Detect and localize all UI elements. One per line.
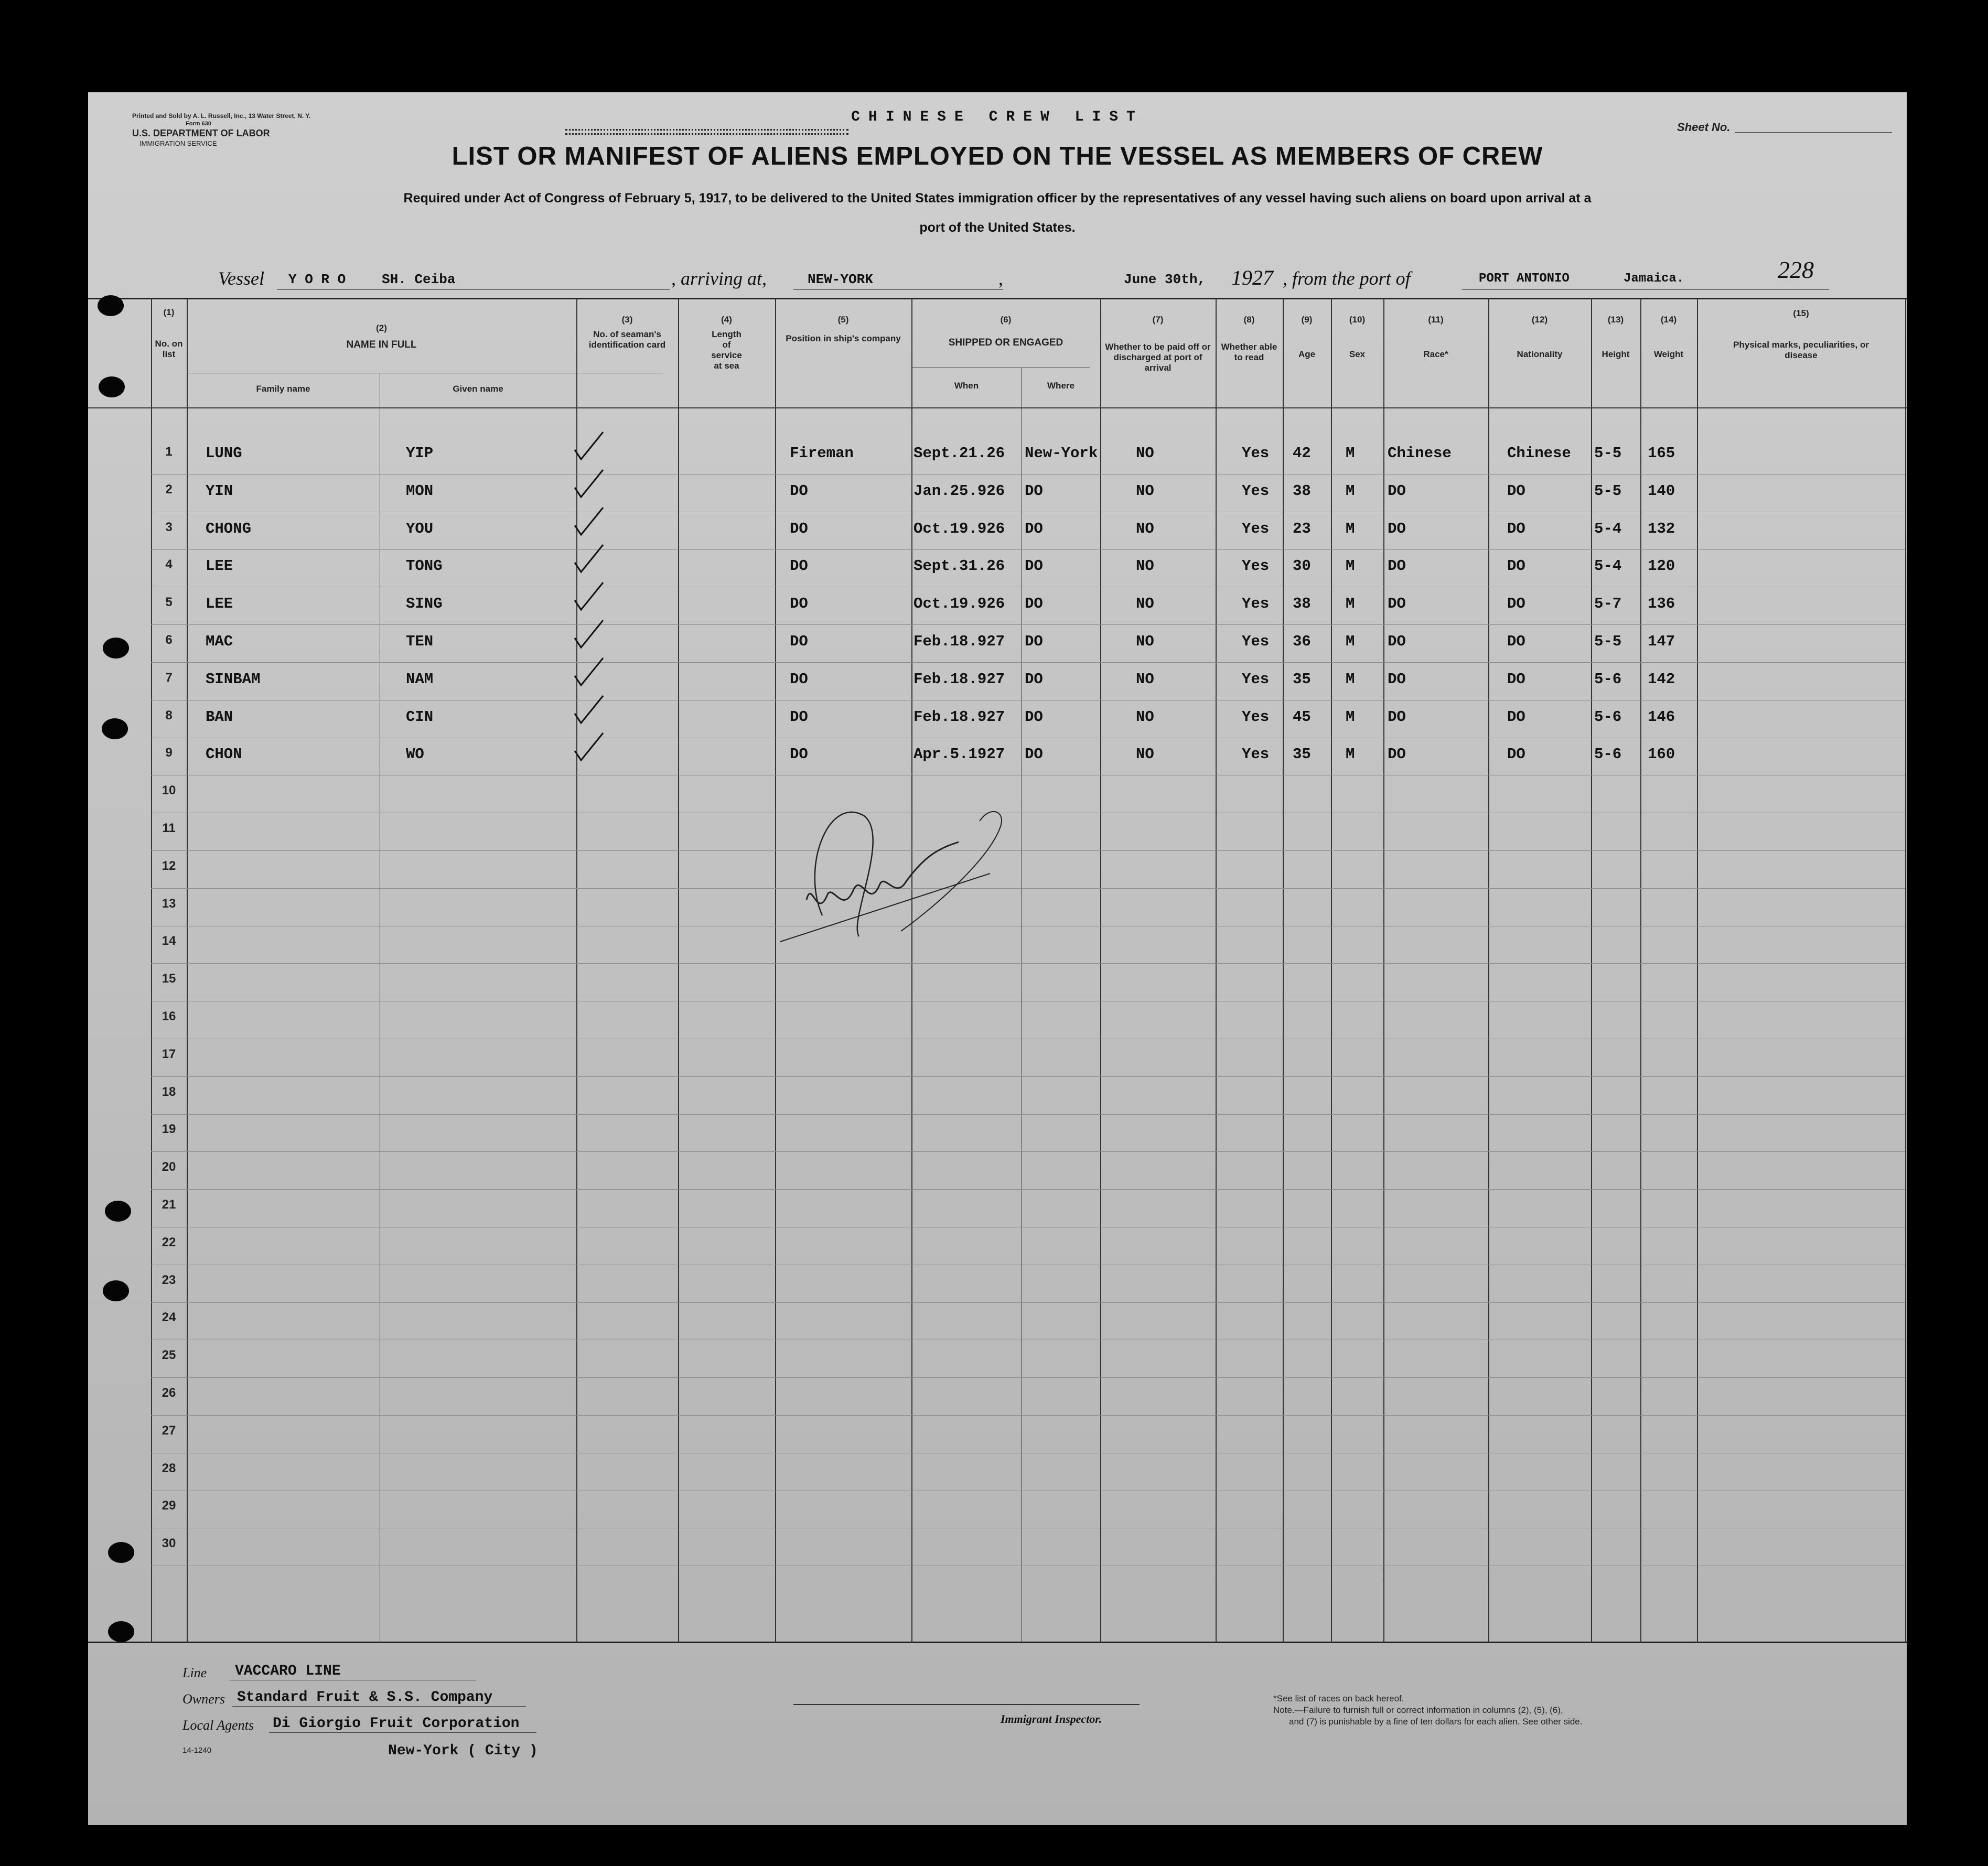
col10-number: (10) bbox=[1349, 315, 1366, 325]
family-name-cell: SINBAM bbox=[206, 670, 261, 688]
col5-label: Position in ship's company bbox=[786, 333, 901, 343]
col11-label: Race* bbox=[1423, 349, 1448, 359]
shipped-where-cell: New-York bbox=[1025, 445, 1098, 462]
agents-label: Local Agents bbox=[182, 1718, 254, 1733]
check-mark-icon bbox=[571, 429, 607, 466]
given-name-cell: TONG bbox=[406, 557, 443, 575]
row-number: 25 bbox=[162, 1348, 176, 1363]
weight-cell: 160 bbox=[1648, 746, 1675, 763]
race-cell: DO bbox=[1388, 520, 1406, 537]
sex-cell: M bbox=[1346, 445, 1355, 462]
row-rule bbox=[151, 549, 1905, 550]
race-cell: DO bbox=[1388, 482, 1406, 500]
penalty-note-1: Note.—Failure to furnish full or correct information in columns (2), (5), (6), bbox=[1273, 1705, 1563, 1715]
manifest-sheet bbox=[88, 92, 1907, 1825]
agents-value: Di Giorgio Fruit Corporation bbox=[273, 1716, 520, 1732]
shipped-where-cell: DO bbox=[1025, 482, 1043, 500]
col-divider bbox=[151, 298, 152, 1643]
race-cell: Chinese bbox=[1388, 445, 1452, 462]
shipped-when-cell: Oct.19.926 bbox=[914, 520, 1005, 537]
when-header: When bbox=[954, 381, 979, 391]
row-rule bbox=[151, 963, 1905, 964]
vessel-extra: SH. Ceiba bbox=[382, 272, 456, 287]
race-cell: DO bbox=[1388, 633, 1406, 650]
row-rule bbox=[151, 1189, 1905, 1190]
position-cell: DO bbox=[790, 557, 808, 575]
age-cell: 45 bbox=[1293, 708, 1311, 726]
nationality-cell: DO bbox=[1507, 595, 1525, 613]
family-name-cell: LUNG bbox=[206, 445, 242, 462]
race-cell: DO bbox=[1388, 595, 1406, 613]
given-name-cell: SING bbox=[406, 595, 443, 613]
subtitle-line-1: Required under Act of Congress of February 5, 1917, to be delivered to the United States immigration officer by the representatives of any vessel having such aliens on board upon arrival at a bbox=[403, 191, 1592, 206]
binder-hole bbox=[108, 1621, 134, 1642]
position-cell: DO bbox=[790, 708, 808, 726]
row-number: 18 bbox=[162, 1084, 176, 1099]
col7-label: Whether to be paid off or discharged at port of arrival bbox=[1105, 342, 1211, 373]
height-cell: 5-6 bbox=[1594, 746, 1622, 763]
weight-cell: 140 bbox=[1648, 482, 1675, 500]
race-cell: DO bbox=[1388, 708, 1406, 726]
col3-label: No. of seaman's identification card bbox=[588, 329, 666, 350]
given-name-header: Given name bbox=[453, 384, 503, 394]
races-note: *See list of races on back hereof. bbox=[1273, 1694, 1404, 1703]
age-cell: 38 bbox=[1293, 595, 1311, 613]
col-divider bbox=[1100, 298, 1101, 1643]
row-number: 4 bbox=[165, 557, 173, 572]
col2-number: (2) bbox=[376, 323, 387, 333]
arrival-year: 1927 bbox=[1231, 266, 1273, 289]
sex-cell: M bbox=[1346, 595, 1355, 613]
page-title: LIST OR MANIFEST OF ALIENS EMPLOYED ON THE VESSEL AS MEMBERS OF CREW bbox=[452, 142, 1543, 170]
owners-underline bbox=[232, 1706, 526, 1707]
nationality-cell: DO bbox=[1507, 557, 1525, 575]
able-to-read-cell: Yes bbox=[1242, 746, 1270, 763]
height-cell: 5-5 bbox=[1594, 445, 1622, 462]
weight-cell: 147 bbox=[1648, 633, 1675, 650]
able-to-read-cell: Yes bbox=[1242, 633, 1270, 650]
sex-cell: M bbox=[1346, 557, 1355, 575]
age-cell: 35 bbox=[1293, 670, 1311, 688]
shipped-where-cell: DO bbox=[1025, 633, 1043, 650]
col-divider bbox=[1331, 298, 1332, 1643]
paid-off-cell: NO bbox=[1136, 557, 1154, 575]
department-name: U.S. DEPARTMENT OF LABOR bbox=[132, 128, 270, 138]
col-divider bbox=[1591, 298, 1592, 1643]
vessel-underline bbox=[277, 289, 670, 290]
check-mark-icon bbox=[571, 730, 607, 767]
col-divider bbox=[678, 298, 679, 1643]
list-type: CHINESE CREW LIST bbox=[851, 109, 1144, 125]
col-divider bbox=[1383, 298, 1384, 1643]
position-cell: DO bbox=[790, 670, 808, 688]
from-underline bbox=[1462, 289, 1829, 290]
able-to-read-cell: Yes bbox=[1242, 595, 1270, 613]
row-number: 16 bbox=[162, 1009, 176, 1023]
inspector-signature bbox=[770, 763, 1063, 963]
col9-number: (9) bbox=[1301, 315, 1313, 325]
given-name-cell: CIN bbox=[406, 708, 434, 726]
sex-cell: M bbox=[1346, 633, 1355, 650]
col4-number: (4) bbox=[721, 315, 732, 325]
form-number: Form 630 bbox=[186, 121, 211, 127]
nationality-cell: Chinese bbox=[1507, 445, 1571, 462]
row-number: 7 bbox=[165, 670, 173, 685]
given-name-cell: TEN bbox=[406, 633, 434, 650]
nationality-cell: DO bbox=[1507, 670, 1525, 688]
col-divider bbox=[1216, 298, 1217, 1643]
from-port: PORT ANTONIO bbox=[1479, 272, 1570, 286]
col12-label: Nationality bbox=[1517, 349, 1563, 359]
row-number: 11 bbox=[162, 821, 176, 835]
able-to-read-cell: Yes bbox=[1242, 557, 1270, 575]
col5-number: (5) bbox=[837, 315, 849, 325]
check-mark-icon bbox=[571, 467, 607, 503]
age-cell: 42 bbox=[1293, 445, 1311, 462]
shipped-when-cell: Sept.31.26 bbox=[914, 557, 1005, 575]
position-cell: DO bbox=[790, 520, 808, 537]
col3-number: (3) bbox=[621, 315, 633, 325]
row-number: 24 bbox=[162, 1310, 176, 1325]
row-number: 20 bbox=[162, 1160, 176, 1174]
paid-off-cell: NO bbox=[1136, 746, 1154, 763]
table-bottom-border bbox=[88, 1642, 1907, 1643]
able-to-read-cell: Yes bbox=[1242, 445, 1270, 462]
row-number: 5 bbox=[165, 595, 173, 610]
row-number: 6 bbox=[165, 633, 173, 647]
row-number: 27 bbox=[162, 1423, 176, 1438]
list-type-underline bbox=[565, 129, 848, 135]
family-name-header: Family name bbox=[256, 384, 310, 394]
height-cell: 5-4 bbox=[1594, 557, 1622, 575]
family-name-cell: LEE bbox=[206, 557, 233, 575]
row-number: 2 bbox=[165, 482, 173, 497]
family-name-cell: MAC bbox=[206, 633, 233, 650]
able-to-read-cell: Yes bbox=[1242, 670, 1270, 688]
able-to-read-cell: Yes bbox=[1242, 520, 1270, 537]
paid-off-cell: NO bbox=[1136, 482, 1154, 500]
col11-number: (11) bbox=[1428, 315, 1444, 325]
paid-off-cell: NO bbox=[1136, 670, 1154, 688]
col4-label: Length of service at sea bbox=[711, 329, 742, 371]
arriving-port: NEW-YORK bbox=[808, 272, 873, 287]
binder-hole bbox=[103, 638, 129, 659]
from-country: Jamaica. bbox=[1624, 272, 1684, 286]
sex-cell: M bbox=[1346, 708, 1355, 726]
height-cell: 5-4 bbox=[1594, 520, 1622, 537]
inspector-label: Immigrant Inspector. bbox=[1001, 1712, 1102, 1725]
arrival-date: June 30th, bbox=[1124, 272, 1206, 287]
table-top-border bbox=[88, 298, 1907, 299]
nationality-cell: DO bbox=[1507, 746, 1525, 763]
vessel-name: Y O R O bbox=[288, 272, 346, 287]
given-name-cell: MON bbox=[406, 482, 434, 500]
paid-off-cell: NO bbox=[1136, 520, 1154, 537]
family-name-cell: CHONG bbox=[206, 520, 252, 537]
arriving-label: , arriving at, bbox=[671, 268, 767, 289]
col2-label: NAME IN FULL bbox=[346, 339, 417, 350]
binder-hole bbox=[108, 1542, 134, 1563]
col1-number: (1) bbox=[163, 307, 175, 317]
row-number: 13 bbox=[162, 896, 176, 911]
penalty-note-2: and (7) is punishable by a fine of ten dollars for each alien. See other side. bbox=[1289, 1717, 1583, 1727]
inspector-signature-line bbox=[793, 1704, 1140, 1705]
shipped-where-cell: DO bbox=[1025, 708, 1043, 726]
col8-label: Whether able to read bbox=[1221, 342, 1277, 362]
comma-separator: , bbox=[998, 268, 1003, 289]
row-number: 29 bbox=[162, 1498, 176, 1513]
shipped-when-cell: Apr.5.1927 bbox=[914, 746, 1005, 763]
arriving-underline bbox=[793, 289, 1003, 290]
row-number: 8 bbox=[165, 708, 173, 722]
check-mark-icon bbox=[571, 617, 607, 654]
weight-cell: 165 bbox=[1648, 445, 1675, 462]
form-code: 14-1240 bbox=[182, 1746, 212, 1755]
position-cell: DO bbox=[790, 595, 808, 613]
row-number: 21 bbox=[162, 1198, 176, 1212]
weight-cell: 146 bbox=[1648, 708, 1675, 726]
paid-off-cell: NO bbox=[1136, 633, 1154, 650]
col8-number: (8) bbox=[1243, 315, 1255, 325]
row-number: 12 bbox=[162, 858, 176, 873]
col6-number: (6) bbox=[1000, 315, 1012, 325]
binder-hole bbox=[103, 1280, 129, 1301]
row-rule bbox=[151, 1377, 1905, 1378]
race-cell: DO bbox=[1388, 746, 1406, 763]
agents-underline bbox=[269, 1732, 536, 1733]
city-value: New-York ( City ) bbox=[388, 1743, 538, 1759]
col14-number: (14) bbox=[1660, 315, 1677, 325]
shipped-where-cell: DO bbox=[1025, 746, 1043, 763]
shipped-when-cell: Oct.19.926 bbox=[914, 595, 1005, 613]
age-cell: 38 bbox=[1293, 482, 1311, 500]
service-name: IMMIGRATION SERVICE bbox=[139, 139, 217, 147]
col6-label: SHIPPED OR ENGAGED bbox=[948, 337, 1063, 348]
col13-number: (13) bbox=[1607, 315, 1624, 325]
row-rule bbox=[151, 624, 1905, 625]
col14-label: Weight bbox=[1653, 349, 1684, 359]
binder-hole bbox=[99, 376, 125, 397]
family-name-cell: BAN bbox=[206, 708, 233, 726]
col13-label: Height bbox=[1602, 349, 1630, 359]
row-number: 3 bbox=[165, 520, 173, 534]
binder-hole bbox=[105, 1201, 131, 1222]
printer-line: Printed and Sold by A. L. Russell, Inc., 13 Water Street, N. Y. bbox=[132, 112, 311, 120]
col-divider bbox=[1905, 298, 1906, 1643]
col-divider bbox=[1697, 298, 1698, 1643]
age-cell: 30 bbox=[1293, 557, 1311, 575]
check-mark-icon bbox=[571, 655, 607, 692]
given-name-cell: YIP bbox=[406, 445, 434, 462]
col15-label: Physical marks, peculiarities, or disease bbox=[1733, 340, 1869, 360]
check-mark-icon bbox=[571, 693, 607, 729]
shipped-when-cell: Feb.18.927 bbox=[914, 670, 1005, 688]
age-cell: 23 bbox=[1293, 520, 1311, 537]
sex-cell: M bbox=[1346, 520, 1355, 537]
col-divider bbox=[911, 298, 912, 1643]
line-label: Line bbox=[182, 1665, 207, 1680]
col-divider bbox=[1488, 298, 1489, 1643]
col12-number: (12) bbox=[1531, 315, 1548, 325]
row-number: 15 bbox=[162, 972, 176, 986]
col10-label: Sex bbox=[1349, 349, 1366, 359]
shipped-where-cell: DO bbox=[1025, 557, 1043, 575]
nationality-cell: DO bbox=[1507, 708, 1525, 726]
row-rule bbox=[151, 1076, 1905, 1077]
row-rule bbox=[151, 1114, 1905, 1115]
col15-number: (15) bbox=[1793, 308, 1809, 318]
weight-cell: 132 bbox=[1648, 520, 1675, 537]
row-number: 30 bbox=[162, 1536, 176, 1551]
given-name-cell: WO bbox=[406, 746, 424, 763]
age-cell: 35 bbox=[1293, 746, 1311, 763]
page-number: 228 bbox=[1778, 256, 1814, 283]
row-number: 17 bbox=[162, 1047, 176, 1061]
height-cell: 5-5 bbox=[1594, 482, 1622, 500]
able-to-read-cell: Yes bbox=[1242, 708, 1270, 726]
height-cell: 5-7 bbox=[1594, 595, 1622, 613]
vessel-label: Vessel bbox=[218, 268, 264, 289]
paid-off-cell: NO bbox=[1136, 445, 1154, 462]
row-rule bbox=[151, 1151, 1905, 1152]
shipped-when-cell: Feb.18.927 bbox=[914, 708, 1005, 726]
col-divider bbox=[775, 298, 776, 1643]
sheet-number-line bbox=[1735, 132, 1892, 133]
row-number: 26 bbox=[162, 1386, 176, 1400]
position-cell: DO bbox=[790, 482, 808, 500]
line-value: VACCARO LINE bbox=[235, 1663, 341, 1679]
owners-label: Owners bbox=[182, 1691, 225, 1707]
col-divider bbox=[187, 298, 188, 1643]
sex-cell: M bbox=[1346, 482, 1355, 500]
row-number: 28 bbox=[162, 1461, 176, 1475]
nationality-cell: DO bbox=[1507, 633, 1525, 650]
position-cell: Fireman bbox=[790, 445, 854, 462]
family-name-cell: LEE bbox=[206, 595, 233, 613]
row-number: 14 bbox=[162, 934, 176, 948]
height-cell: 5-6 bbox=[1594, 708, 1622, 726]
given-name-cell: YOU bbox=[406, 520, 434, 537]
check-mark-icon bbox=[571, 542, 607, 578]
paid-off-cell: NO bbox=[1136, 595, 1154, 613]
row-number: 22 bbox=[162, 1235, 176, 1249]
shipped-when-cell: Jan.25.926 bbox=[914, 482, 1005, 500]
col7-number: (7) bbox=[1152, 315, 1164, 325]
binder-hole bbox=[98, 295, 124, 316]
row-rule bbox=[151, 1302, 1905, 1303]
subtitle-line-2: port of the United States. bbox=[919, 220, 1076, 235]
age-cell: 36 bbox=[1293, 633, 1311, 650]
col1-label: No. on list bbox=[155, 339, 183, 359]
weight-cell: 142 bbox=[1648, 670, 1675, 688]
check-mark-icon bbox=[571, 504, 607, 541]
row-number: 10 bbox=[162, 783, 176, 798]
shipped-where-cell: DO bbox=[1025, 520, 1043, 537]
family-name-cell: CHON bbox=[206, 746, 242, 763]
weight-cell: 120 bbox=[1648, 557, 1675, 575]
sex-cell: M bbox=[1346, 746, 1355, 763]
from-label: , from the port of bbox=[1283, 268, 1411, 289]
col9-label: Age bbox=[1298, 349, 1316, 359]
shipped-when-cell: Feb.18.927 bbox=[914, 633, 1005, 650]
sex-cell: M bbox=[1346, 670, 1355, 688]
check-mark-icon bbox=[571, 579, 607, 616]
given-name-cell: NAM bbox=[406, 670, 434, 688]
owners-value: Standard Fruit & S.S. Company bbox=[237, 1689, 493, 1706]
family-name-cell: YIN bbox=[206, 482, 233, 500]
col-divider bbox=[1283, 298, 1284, 1643]
table-header-bottom bbox=[88, 407, 1907, 408]
weight-cell: 136 bbox=[1648, 595, 1675, 613]
row-number: 19 bbox=[162, 1122, 176, 1137]
row-number: 1 bbox=[165, 445, 173, 459]
row-rule bbox=[151, 1415, 1905, 1416]
col-divider bbox=[1640, 298, 1641, 1643]
nationality-cell: DO bbox=[1507, 520, 1525, 537]
position-cell: DO bbox=[790, 746, 808, 763]
height-cell: 5-6 bbox=[1594, 670, 1622, 688]
row-number: 23 bbox=[162, 1272, 176, 1287]
shipped-where-cell: DO bbox=[1025, 670, 1043, 688]
paid-off-cell: NO bbox=[1136, 708, 1154, 726]
row-rule bbox=[151, 662, 1905, 663]
shipped-when-cell: Sept.21.26 bbox=[914, 445, 1005, 462]
race-cell: DO bbox=[1388, 557, 1406, 575]
where-header: Where bbox=[1047, 381, 1074, 391]
sheet-label: Sheet No. bbox=[1677, 121, 1731, 134]
binder-hole bbox=[102, 718, 128, 739]
height-cell: 5-5 bbox=[1594, 633, 1622, 650]
able-to-read-cell: Yes bbox=[1242, 482, 1270, 500]
position-cell: DO bbox=[790, 633, 808, 650]
nationality-cell: DO bbox=[1507, 482, 1525, 500]
shipped-where-cell: DO bbox=[1025, 595, 1043, 613]
row-number: 9 bbox=[165, 746, 173, 760]
race-cell: DO bbox=[1388, 670, 1406, 688]
